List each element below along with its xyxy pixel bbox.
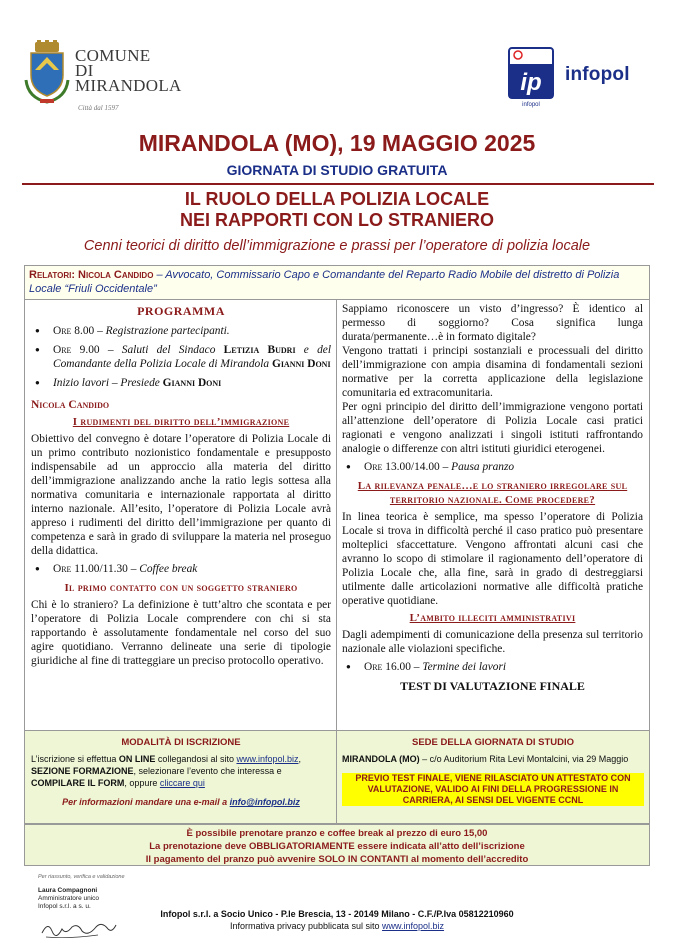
section-heading: Il primo contatto con un soggetto straniero	[64, 582, 298, 594]
commander-name: Gianni Doni	[271, 358, 331, 370]
page-title: MIRANDOLA (MO), 19 MAGGIO 2025	[138, 130, 536, 156]
info-panels	[24, 731, 650, 824]
contact-text: Per informazioni mandare una e-mail a	[62, 797, 230, 807]
speakers-box	[24, 265, 650, 299]
signature-caption: Per riassunto, verifica e validazione	[38, 874, 125, 880]
agenda-time: Ore 9.00	[53, 344, 100, 356]
chair-name: Gianni Doni	[162, 377, 222, 389]
agenda-time: Ore 11.00/11.30	[53, 563, 128, 575]
event-subtitle: Cenni teorici di diritto dell’immigrazione e prassi per l’operatore di polizia locale	[83, 238, 591, 254]
company-name: Infopol s.r.l. a Socio Unico	[160, 909, 273, 919]
infopol-wordmark: infopol	[565, 64, 630, 85]
lunch-line: Il pagamento del pranzo può avvenire SOLO IN CONTANTI al momento dell’accredito	[145, 854, 529, 865]
agenda-text: – Saluti del Sindaco	[99, 344, 224, 356]
final-test-heading: TEST DI VALUTAZIONE FINALE	[400, 679, 585, 693]
venue-address: – c/o Auditorium Rita Levi Montalcini, via 29 Maggio	[419, 754, 629, 764]
section-label: SEZIONE FORMAZIONE	[31, 766, 134, 776]
title-divider	[22, 183, 654, 185]
privacy-text: Informativa privacy pubblicata sul sito	[229, 921, 383, 931]
section-heading: La rilevanza penale…e lo straniero irregolare sul territorio nazionale. Come procedere?	[357, 480, 628, 506]
section-heading: I rudimenti del diritto dell’immigrazione	[72, 416, 290, 428]
infopol-ip-icon	[505, 44, 557, 108]
program-columns	[24, 299, 650, 731]
comune-line1: COMUNE	[75, 46, 151, 65]
section-text: Sappiamo riconoscere un visto d’ingresso? È identico al permesso di soggiorno? Cosa significa lunga durata/permanente…è in formato digitale?	[342, 303, 643, 343]
signatory-role: Amministratore unico	[38, 895, 100, 902]
section-text: Dagli adempimenti di comunicazione della presenza sul territorio nazionale alle violazioni specifiche.	[342, 629, 643, 655]
event-title-line1: IL RUOLO DELLA POLIZIA LOCALE	[184, 189, 490, 209]
agenda-item	[31, 562, 331, 576]
speakers-label: Relatori:	[29, 269, 75, 281]
registration-heading: MODALITÀ DI ISCRIZIONE	[121, 737, 241, 748]
agenda-text: – Coffee break	[127, 563, 198, 575]
signatory-name: Laura Compagnoni	[38, 887, 98, 894]
signatory-company: Infopol s.r.l. a s. u.	[38, 903, 91, 910]
program-heading: PROGRAMMA	[137, 304, 225, 318]
registration-text	[31, 753, 331, 789]
section-text: Obiettivo del convegno è dotare l’operatore di Polizia Locale di un primo contributo nozionistico fondamentale e presupposto indispensabile ad un approccio alla materia del diritto dell’immigrazione analizzando anche la ratio legis sottesa alla normativa comunitaria e internazionale rapportata al diritto interno nazionale. All’esito, l’operatore di Polizia Locale avrà appreso i rudimenti del diritto dell’immigrazione per quanto di competenza e sarà in grado di sviluppare la materia nel proseguo della didattica.	[31, 433, 331, 557]
venue-heading: SEDE DELLA GIORNATA DI STUDIO	[411, 737, 575, 748]
agenda-time: Ore 13.00/14.00	[364, 461, 440, 473]
registration-text-part: , selezionare l’evento che interessa e	[133, 766, 282, 776]
registration-text-part: ,	[298, 754, 302, 764]
program-left-column	[31, 304, 331, 668]
comune-line3: MIRANDOLA	[75, 76, 182, 95]
ip-mark-text: ip	[520, 69, 542, 96]
venue-panel	[342, 737, 644, 806]
footer	[0, 908, 674, 932]
privacy-line	[0, 920, 674, 932]
registration-text-part: L’iscrizione si effettua	[31, 754, 119, 764]
agenda-time: Ore 16.00	[364, 661, 411, 673]
section-heading: L’ambito illeciti amministrativi	[409, 612, 576, 624]
agenda-text: – Registrazione partecipanti.	[94, 325, 230, 337]
mayor-name: Letizia Budri	[223, 344, 296, 356]
agenda-item	[342, 460, 643, 474]
agenda-text: Inizio lavori – Presiede	[53, 377, 163, 389]
comune-logo	[22, 38, 202, 113]
section-text: Chi è lo straniero? La definizione è tutt’altro che scontata e per l’operatore di Polizia Locale comprendere con chi si sta rapportando è assolutamente fondamentale nel corso del suo agire quotidiano. Verranno delineate una serie di tipologie giuridiche al fine di tratteggiare un preciso protocollo operativo.	[31, 599, 331, 667]
comune-line2: DI	[75, 61, 94, 80]
registration-text-part: , oppure	[124, 778, 160, 788]
agenda-item	[31, 343, 331, 371]
lunch-line: È possibile prenotare pranzo e coffee break al prezzo di euro 15,00	[186, 828, 488, 839]
venue-text	[342, 753, 644, 765]
venue-city: MIRANDOLA (MO)	[342, 754, 420, 764]
agenda-item	[342, 660, 643, 674]
site-link[interactable]: www.infopol.biz	[236, 754, 299, 764]
company-address: - P.le Brescia, 13 - 20149 Milano - C.F./P.Iva 05812210960	[272, 909, 514, 919]
page-subtitle: GIORNATA DI STUDIO GRATUITA	[226, 162, 448, 178]
agenda-text: – Pausa pranzo	[439, 461, 515, 473]
email-link[interactable]: info@infopol.biz	[229, 797, 300, 807]
company-line	[0, 908, 674, 920]
speaker-description: – Avvocato, Commissario Capo e Comandante del Reparto Radio Mobile del distretto di Polizia Locale “Friuli Occidentale”	[29, 269, 620, 295]
online-label: ON LINE	[118, 754, 156, 764]
registration-text-part: collegandosi al sito	[155, 754, 237, 764]
program-right-column	[342, 302, 643, 693]
contact-line	[31, 796, 331, 808]
privacy-link[interactable]: www.infopol.biz	[382, 921, 445, 931]
agenda-item	[31, 324, 331, 338]
crest-icon	[22, 40, 72, 106]
info-divider	[336, 731, 337, 823]
registration-panel	[31, 737, 331, 808]
speaker-name: Nicola Candido	[78, 269, 154, 281]
event-title	[0, 189, 674, 231]
lunch-box	[24, 824, 650, 866]
compile-form-label: COMPILARE IL FORM	[31, 778, 125, 788]
lunch-line: La prenotazione deve OBBLIGATORIAMENTE essere indicata all’atto dell’iscrizione	[149, 841, 525, 852]
agenda-time: Ore 8.00	[53, 325, 95, 337]
agenda-text: e del Comandante della Polizia Locale di Mirandola	[53, 344, 331, 370]
click-here-link[interactable]: cliccare qui	[159, 778, 205, 788]
ip-small-text: infopol	[522, 102, 540, 108]
agenda-text: – Termine dei lavori	[410, 661, 507, 673]
infopol-logo	[505, 44, 655, 110]
section-text: Per ogni principio del diritto dell’immigrazione vengono portati all’attenzione dell’operatore di Polizia Locale casi pratici ragionati e vengono analizzati i singoli istituti raffrontando analogie o differenze con altri istituti giuridici eterogenei.	[342, 401, 643, 455]
comune-name	[75, 48, 182, 93]
certificate-notice: PREVIO TEST FINALE, VIENE RILASCIATO UN ATTESTATO CON VALUTAZIONE, VALIDO AI FINI DELLA PROGRESSIONE IN CARRIERA, AI SENSI DEL VIGENTE CCNL	[342, 773, 644, 806]
section-text: In linea teorica è semplice, ma spesso l’operatore di Polizia Locale si trova in difficoltà perché il caso pratico può presentare molteplici sfaccettature. Vengono affrontati alcuni casi che avranno lo scopo di stimolare il ragionamento dell’operatore di Polizia Locale che, alla fine, sarà in grado di destreggiarsi utilmente dalle articolazioni normative alle difficoltà pratiche operative quotidiane.	[342, 511, 643, 607]
comune-tagline: Città dal 1597	[78, 104, 119, 112]
speaker-heading: Nicola Candido	[31, 399, 110, 411]
agenda-item	[31, 376, 331, 390]
column-divider	[336, 300, 337, 731]
section-text: Vengono trattati i principi sostanziali e processuali del diritto dell’immigrazione con ampia disamina di fondamentali sezioni normative per la corretta applicazione della legislazione comunitaria ed extracomunitaria.	[342, 345, 643, 399]
event-title-line2: NEI RAPPORTI CON LO STRANIERO	[179, 210, 494, 230]
